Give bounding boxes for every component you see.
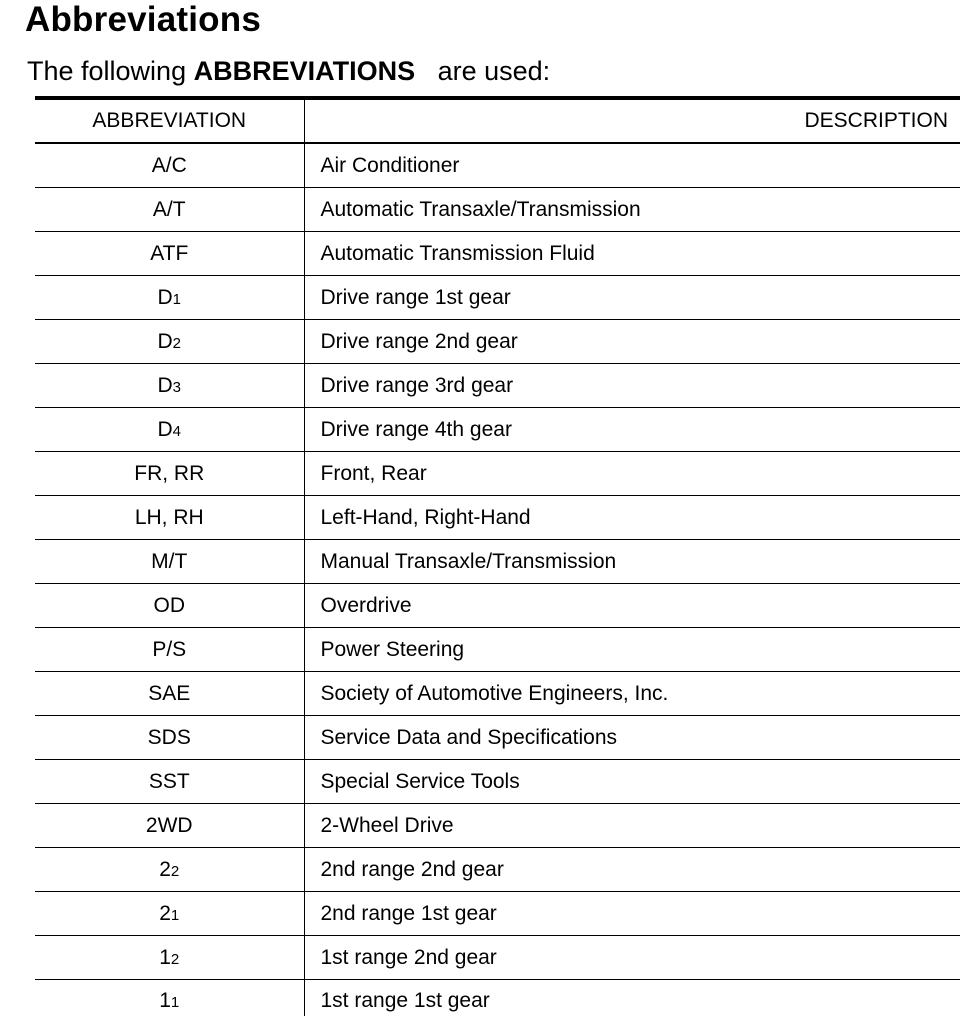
abbreviation-cell [35,540,304,584]
description-cell: 1st range 1st gear [320,989,490,1012]
table-row [35,408,960,452]
table-row [35,892,960,936]
table-row [35,760,960,804]
description-cell: Front, Rear [304,452,960,496]
table-header-row [35,100,960,143]
page-title: Abbreviations [25,0,261,39]
description-cell: 2nd range 1st gear [304,892,960,936]
description-cell: Drive range 2nd gear [304,320,960,364]
description-cell: Drive range 1st gear [304,276,960,320]
description-cell: Manual Transaxle/Transmission [304,540,960,584]
table-row [35,452,960,496]
description-cell: Automatic Transaxle/Transmission [304,188,960,232]
abbreviations-table-container [35,96,960,1016]
abbreviations-table [35,100,960,1016]
description-cell: Left-Hand, Right-Hand [304,496,960,540]
description-cell: Service Data and Specifications [304,716,960,760]
abbreviation-text: 1 [159,989,171,1012]
abbreviation-cell [35,276,304,320]
table-row [35,672,960,716]
abbreviation-cell [35,496,304,540]
abbreviation-text: FR, RR [134,461,205,485]
table-row [35,188,960,232]
abbreviation-subscript: 2 [170,862,180,880]
table-row [35,276,960,320]
abbreviation-cell [35,672,304,716]
abbreviation-text: D [157,417,173,441]
abbreviation-cell [35,760,304,804]
abbreviation-cell [35,320,304,364]
abbreviation-text: SDS [147,725,191,749]
table-body [35,143,960,1016]
abbreviation-text: SAE [148,681,191,705]
table-row [35,936,960,980]
intro-emphasis: ABBREVIATIONS [193,56,416,86]
table-row [35,540,960,584]
abbreviation-text: D [157,373,173,397]
abbreviation-text: 2WD [145,813,193,837]
abbreviation-text: M/T [151,549,188,573]
abbreviation-subscript: 1 [172,290,181,308]
table-row [35,584,960,628]
abbreviation-subscript: 4 [172,422,181,440]
abbreviation-text: SST [148,769,190,793]
abbreviation-cell [35,452,304,496]
abbreviation-subscript: 2 [170,950,180,968]
intro-text-after: are used: [415,56,551,86]
column-header-abbreviation: ABBREVIATION [35,100,304,143]
abbreviation-cell [35,936,304,980]
abbreviation-subscript: 1 [170,994,180,1011]
abbreviation-text: LH, RH [134,505,204,529]
table-row [35,143,960,188]
abbreviation-subscript: 3 [172,378,181,396]
abbreviation-cell [35,364,304,408]
abbreviation-cell [35,232,304,276]
table-row [35,980,960,1016]
table-row [35,716,960,760]
table-row [35,628,960,672]
abbreviation-text: D [157,285,173,309]
abbreviation-text: OD [153,593,185,617]
abbreviation-cell [35,804,304,848]
abbreviation-cell [35,892,304,936]
description-cell: 1st range 2nd gear [304,936,960,980]
abbreviation-text: P/S [152,637,187,661]
abbreviation-text: 2 [159,857,171,881]
abbreviation-cell [35,980,304,1016]
abbreviation-cell [35,848,304,892]
table-row [35,364,960,408]
abbreviation-text: D [157,329,173,353]
description-cell: Overdrive [304,584,960,628]
abbreviation-cell [35,188,304,232]
abbreviation-text: 2 [159,901,171,925]
table-row [35,496,960,540]
description-cell: Power Steering [304,628,960,672]
abbreviation-cell [35,628,304,672]
intro-text-before: The following [27,56,194,86]
description-cell: Automatic Transmission Fluid [304,232,960,276]
column-header-description: DESCRIPTION [304,100,960,143]
abbreviation-cell [35,408,304,452]
abbreviation-text: ATF [150,241,189,265]
table-row [35,320,960,364]
description-cell: Society of Automotive Engineers, Inc. [304,672,960,716]
abbreviation-cell [35,716,304,760]
description-cell: 2-Wheel Drive [304,804,960,848]
description-cell: Special Service Tools [304,760,960,804]
table-row [35,804,960,848]
abbreviation-text: 1 [159,945,171,969]
table-row [35,848,960,892]
abbreviation-cell [35,584,304,628]
table-row [35,232,960,276]
description-cell: 2nd range 2nd gear [304,848,960,892]
abbreviation-cell [35,143,304,188]
description-cell: Drive range 3rd gear [304,364,960,408]
abbreviation-text: A/T [152,197,186,221]
intro-sentence [27,53,550,89]
description-cell: Air Conditioner [304,143,960,188]
abbreviation-subscript: 1 [170,906,180,924]
abbreviation-subscript: 2 [172,334,181,352]
abbreviation-text: A/C [151,153,187,177]
description-cell: Drive range 4th gear [304,408,960,452]
